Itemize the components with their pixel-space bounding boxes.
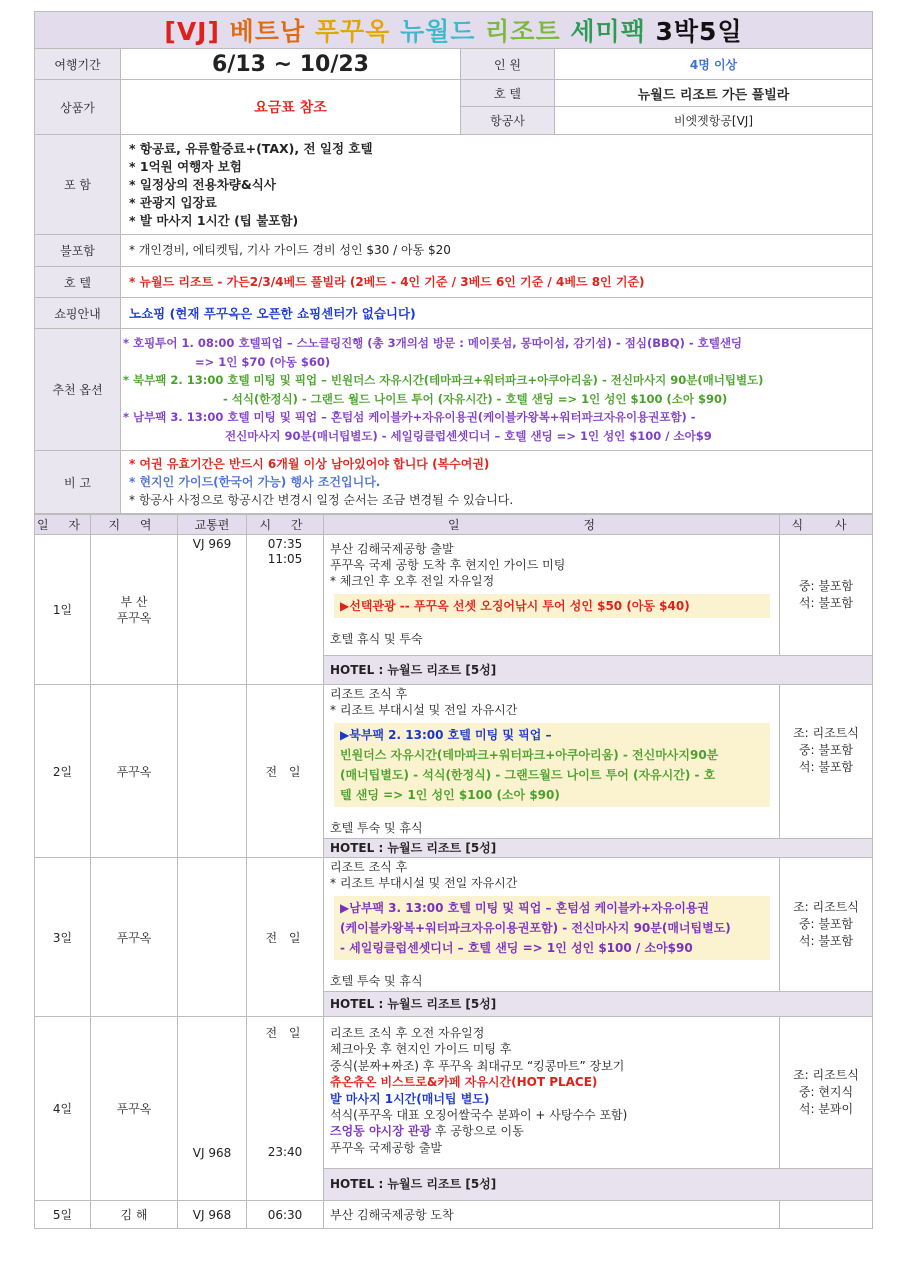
meal-line: 중: 불포함 bbox=[798, 743, 854, 757]
option-label: 추천 옵션 bbox=[35, 329, 121, 451]
meal-cell bbox=[780, 535, 873, 656]
schedule-cell bbox=[324, 858, 780, 992]
people-value: 4명 이상 bbox=[555, 49, 873, 80]
meal-line: 중: 불포함 bbox=[798, 917, 854, 931]
day-row bbox=[35, 858, 873, 992]
period-label: 여행기간 bbox=[35, 49, 121, 80]
transport-cell: VJ 968 bbox=[178, 1017, 247, 1201]
highlight-line: 텔 샌딩 => 1인 성인 $100 (소아 $90) bbox=[340, 788, 560, 802]
highlight-line: (매너팁별도) - 석식(한정식) - 그랜드월드 나이트 투어 (자유시간) - 호 bbox=[340, 768, 716, 782]
note-label: 비 고 bbox=[35, 451, 121, 514]
meal-cell bbox=[780, 685, 873, 839]
optional-tour-highlight bbox=[334, 723, 770, 807]
option-line: * 남부팩 3. 13:00 호텔 미팅 및 픽업 – 혼텀섬 케이블카+자유이용권(케이블카왕복+워터파크자유이용권포함) - bbox=[123, 410, 696, 424]
meal-line: 석: 불포함 bbox=[798, 934, 854, 948]
day-row bbox=[35, 1017, 873, 1169]
airline-value: 비엣젯항공[VJ] bbox=[555, 107, 873, 135]
price-value: 요금표 참조 bbox=[121, 80, 461, 135]
time-value: 11:05 bbox=[267, 552, 303, 566]
time-cell bbox=[247, 535, 324, 685]
option-list bbox=[121, 329, 873, 451]
schedule-line: 호텔 투숙 및 휴식 bbox=[330, 821, 423, 835]
highlight-line: ▶북부팩 2. 13:00 호텔 미팅 및 픽업 – bbox=[340, 728, 552, 742]
time-value: 전 일 bbox=[265, 1026, 305, 1040]
region-name: 푸꾸옥 bbox=[91, 685, 178, 858]
day-label: 3일 bbox=[35, 858, 91, 1017]
option-line: * 호핑투어 1. 08:00 호텔픽업 – 스노클링진행 (총 3개의섬 방문 : 메이롯섬, 몽따이섬, 감기섬) - 점심(BBQ) - 호텔샌딩 bbox=[123, 336, 743, 350]
col-header-schedule: 일 정 bbox=[324, 515, 780, 535]
schedule-line: 호텔 투숙 및 휴식 bbox=[330, 974, 423, 988]
include-item: * 관광지 입장료 bbox=[129, 194, 217, 210]
title-part: [VJ] bbox=[164, 17, 220, 46]
include-item: * 항공료, 유류할증료+(TAX), 전 일정 호텔 bbox=[129, 140, 373, 156]
title-part: 3박5일 bbox=[655, 17, 743, 46]
schedule-line: 중식(분짜+짜조) 후 푸꾸옥 최대규모 “킹콩마트” 장보기 bbox=[330, 1058, 625, 1073]
note-line: * 현지인 가이드(한국어 가능) 행사 조건입니다. bbox=[129, 475, 381, 489]
transport-cell bbox=[178, 858, 247, 1017]
option-line: 전신마사지 90분(매너팁별도) - 세일링클럽센셋디너 – 호텔 샌딩 => 1인 성인 $100 / 소아$9 bbox=[225, 428, 712, 443]
time-value: 23:40 bbox=[267, 1145, 303, 1159]
include-list bbox=[121, 135, 873, 235]
page-title bbox=[35, 12, 873, 49]
meal-line: 석: 분꽈이 bbox=[798, 1102, 854, 1116]
meal-line: 중: 불포함 bbox=[798, 579, 854, 593]
hotel2-label: 호 텔 bbox=[35, 267, 121, 298]
schedule-cell bbox=[324, 685, 780, 839]
note-line: * 여권 유효기간은 반드시 6개월 이상 남아있어야 합니다 (복수여권) bbox=[129, 457, 490, 471]
schedule-table bbox=[34, 514, 873, 1229]
highlight-line: - 세일링클럽센셋디너 – 호텔 샌딩 => 1인 성인 $100 / 소아$90 bbox=[340, 941, 693, 955]
meal-cell bbox=[780, 1201, 873, 1229]
col-header-time: 시 간 bbox=[247, 515, 324, 535]
time-cell: 전 일 bbox=[247, 858, 324, 1017]
airline-label: 항공사 bbox=[461, 107, 555, 135]
time-value: 07:35 bbox=[267, 537, 303, 551]
region-name: 푸꾸옥 bbox=[116, 610, 152, 625]
note-line: * 항공사 사정으로 항공시간 변경시 일정 순서는 조금 변경될 수 있습니다. bbox=[129, 493, 514, 507]
hotel-label: 호 텔 bbox=[461, 80, 555, 107]
meal-line: 조: 리조트식 bbox=[793, 726, 859, 740]
meal-cell bbox=[780, 1017, 873, 1169]
hotel-row: HOTEL : 뉴월드 리조트 [5성] bbox=[324, 656, 873, 685]
schedule-cell: 부산 김해국제공항 도착 bbox=[324, 1201, 780, 1229]
day-row bbox=[35, 535, 873, 656]
itinerary-page bbox=[34, 11, 872, 1229]
title-part: 뉴월드 bbox=[399, 17, 476, 46]
meal-line: 석: 불포함 bbox=[798, 760, 854, 774]
hotel-row: HOTEL : 뉴월드 리조트 [5성] bbox=[324, 839, 873, 858]
region-name: 부 산 bbox=[120, 594, 148, 609]
title-part: 베트남 bbox=[229, 17, 306, 46]
include-label: 포 함 bbox=[35, 135, 121, 235]
schedule-line: * 체크인 후 오후 전일 자유일정 bbox=[330, 574, 495, 588]
night-market-text: 즈엉동 야시장 관광 bbox=[330, 1124, 432, 1139]
transport-cell: VJ 968 bbox=[178, 1201, 247, 1229]
schedule-cell bbox=[324, 1017, 780, 1169]
region-name: 김 해 bbox=[91, 1201, 178, 1229]
schedule-line: 츄온츄온 비스트로&카페 자유시간(HOT PLACE) bbox=[330, 1075, 598, 1090]
day-label: 4일 bbox=[35, 1017, 91, 1201]
day-label: 5일 bbox=[35, 1201, 91, 1229]
region-name: 푸꾸옥 bbox=[91, 1017, 178, 1201]
option-line: * 북부팩 2. 13:00 호텔 미팅 및 픽업 – 빈원더스 자유시간(테마파크+워터파크+아쿠아리움) - 전신마사지 90분(매너팁별도) bbox=[123, 373, 764, 387]
exclude-value: * 개인경비, 에티켓팁, 기사 가이드 경비 성인 $30 / 아동 $20 bbox=[121, 235, 873, 267]
col-header-meal: 식 사 bbox=[780, 515, 873, 535]
day-label: 1일 bbox=[35, 535, 91, 685]
meal-line: 조: 리조트식 bbox=[793, 900, 859, 914]
highlight-line: 빈원더스 자유시간(테마파크+워터파크+아쿠아리움) - 전신마사지90분 bbox=[340, 748, 719, 762]
shop-label: 쇼핑안내 bbox=[35, 298, 121, 329]
title-part: 푸꾸옥 bbox=[314, 17, 391, 46]
time-cell bbox=[247, 1017, 324, 1201]
people-label: 인 원 bbox=[461, 49, 555, 80]
meal-line: 조: 리조트식 bbox=[793, 1068, 859, 1082]
note-list bbox=[121, 451, 873, 514]
meal-line: 석: 불포함 bbox=[798, 596, 854, 610]
price-label: 상품가 bbox=[35, 80, 121, 135]
schedule-line: 발 마사지 1시간(매너팁 별도) bbox=[330, 1091, 490, 1106]
include-item: * 발 마사지 1시간 (팁 불포함) bbox=[129, 212, 299, 228]
meal-line: 중: 현지식 bbox=[798, 1085, 854, 1099]
schedule-line: 리조트 조식 후 bbox=[330, 860, 408, 874]
col-header-transport: 교통편 bbox=[178, 515, 247, 535]
region-cell bbox=[91, 535, 178, 685]
schedule-text: 후 공항으로 이동 bbox=[431, 1124, 524, 1139]
schedule-line bbox=[330, 1123, 773, 1139]
col-header-region: 지 역 bbox=[91, 515, 178, 535]
schedule-line: 호텔 휴식 및 투숙 bbox=[330, 632, 423, 646]
col-header-day: 일 자 bbox=[35, 515, 91, 535]
time-cell: 06:30 bbox=[247, 1201, 324, 1229]
include-item: * 일정상의 전용차량&식사 bbox=[129, 176, 276, 192]
exclude-label: 불포함 bbox=[35, 235, 121, 267]
optional-tour-highlight: ▶선택관광 -- 푸꾸옥 선셋 오징어낚시 투어 성인 $50 (아동 $40) bbox=[334, 594, 770, 618]
day-label: 2일 bbox=[35, 685, 91, 858]
optional-tour-highlight bbox=[334, 896, 770, 960]
option-line: => 1인 $70 (아동 $60) bbox=[195, 354, 331, 369]
schedule-line: 리조트 조식 후 bbox=[330, 687, 408, 701]
hotel2-value: * 뉴월드 리조트 - 가든2/3/4베드 풀빌라 (2베드 - 4인 기준 / 3베드 6인 기준 / 4베드 8인 기준) bbox=[121, 267, 873, 298]
schedule-line: * 리조트 부대시설 및 전일 자유시간 bbox=[330, 703, 518, 717]
schedule-line: 체크아웃 후 현지인 가이드 미팅 후 bbox=[330, 1042, 512, 1057]
schedule-line: * 리조트 부대시설 및 전일 자유시간 bbox=[330, 876, 518, 890]
day-row bbox=[35, 1201, 873, 1229]
schedule-line: 부산 김해국제공항 출발 bbox=[330, 542, 454, 556]
shop-value: 노쇼핑 (현재 푸꾸옥은 오픈한 쇼핑센터가 없습니다) bbox=[121, 298, 873, 329]
transport-cell bbox=[178, 685, 247, 858]
schedule-line: 석식(푸꾸옥 대표 오징어쌀국수 분꽈이 + 사탕수수 포함) bbox=[330, 1108, 628, 1123]
day-row bbox=[35, 685, 873, 839]
title-part: 리조트 bbox=[485, 17, 561, 46]
hotel-row: HOTEL : 뉴월드 리조트 [5성] bbox=[324, 1169, 873, 1201]
schedule-line: 리조트 조식 후 오전 자유일정 bbox=[330, 1026, 485, 1040]
info-table bbox=[34, 11, 873, 514]
hotel-value: 뉴월드 리조트 가든 풀빌라 bbox=[555, 80, 873, 107]
highlight-line: ▶남부팩 3. 13:00 호텔 미팅 및 픽업 – 혼텀섬 케이블카+자유이용권 bbox=[340, 901, 710, 915]
schedule-line: 푸꾸옥 국제공항 출발 bbox=[330, 1140, 442, 1155]
hotel-row: HOTEL : 뉴월드 리조트 [5성] bbox=[324, 992, 873, 1017]
meal-cell bbox=[780, 858, 873, 992]
option-line: - 석식(한정식) - 그랜드 월드 나이트 투어 (자유시간) - 호텔 샌딩 => 1인 성인 $100 (소아 $90) bbox=[223, 391, 728, 406]
schedule-cell bbox=[324, 535, 780, 656]
title-part: 세미팩 bbox=[570, 17, 646, 46]
schedule-line: 푸꾸옥 국제 공항 도착 후 현지인 가이드 미팅 bbox=[330, 558, 566, 572]
transport-cell: VJ 969 bbox=[178, 535, 247, 685]
highlight-line: (케이블카왕복+워터파크자유이용권포함) - 전신마사지 90분(매너팁별도) bbox=[340, 921, 731, 935]
region-name: 푸꾸옥 bbox=[91, 858, 178, 1017]
time-cell: 전 일 bbox=[247, 685, 324, 858]
include-item: * 1억원 여행자 보험 bbox=[129, 158, 242, 174]
period-value: 6/13 ~ 10/23 bbox=[121, 49, 461, 80]
